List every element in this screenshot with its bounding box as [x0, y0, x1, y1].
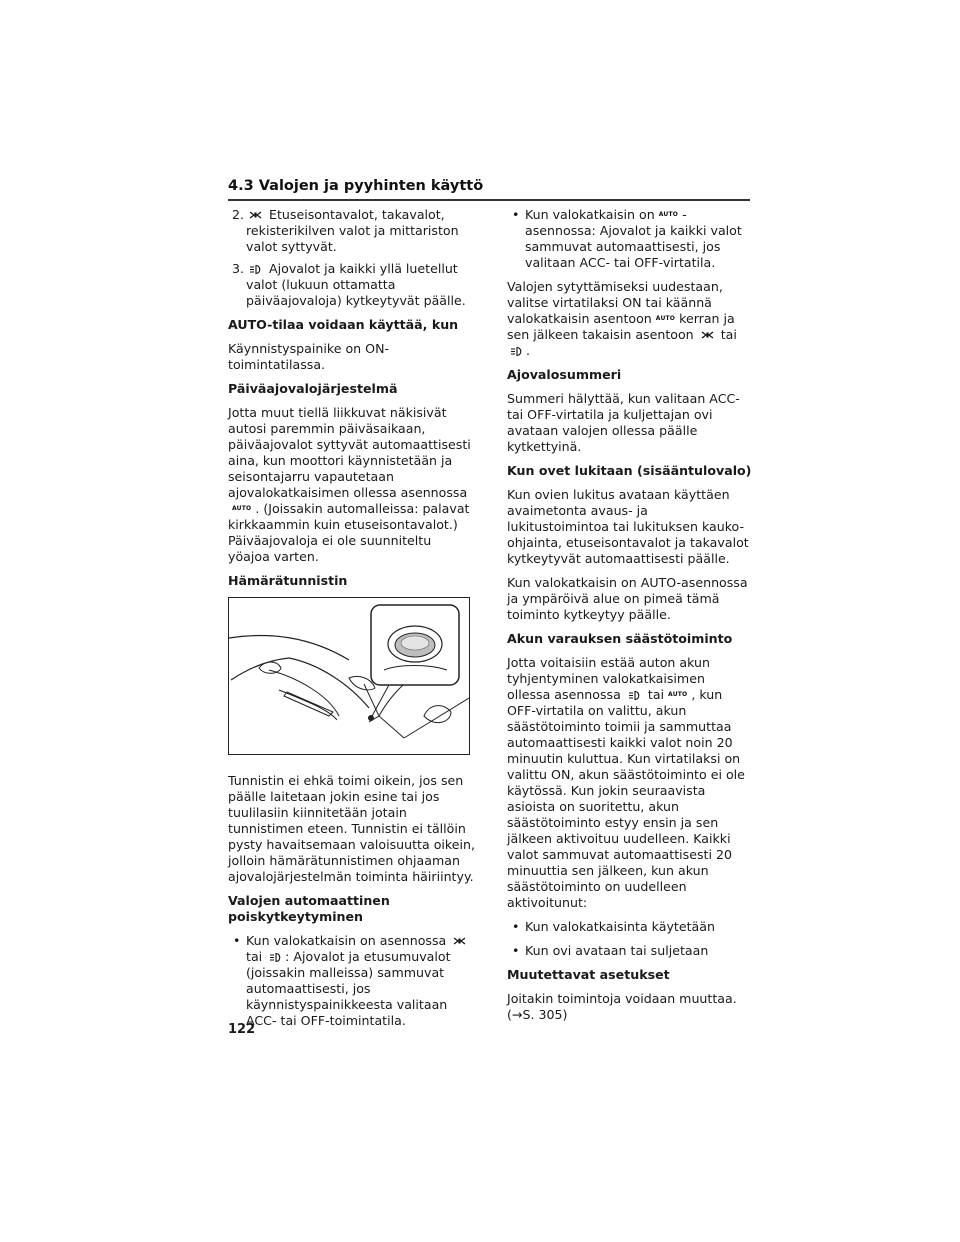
- saver-heading: Akun varauksen säästötoiminto: [507, 631, 733, 646]
- auto-heading: AUTO-tilaa voidaan käyttää, kun: [228, 317, 459, 332]
- autooff-bullet: • Kun valokatkaisin on asennossa tai : Ajovalot ja etusumuvalot (joissakin malleissa) sammuvat automaattisesti, jos käynnistyspainikkeesta valitaan ACC- tai OFF-toimintatila.: [228, 933, 476, 1029]
- page-number: 122: [228, 1022, 256, 1037]
- left-column: [228, 207, 476, 1037]
- list-item-text: Etuseisontavalot, takavalot, rekisterikilven valot ja mittariston valot syttyvät.: [246, 207, 459, 254]
- custom-heading: Muutettavat asetukset: [507, 967, 670, 982]
- right-column: [507, 207, 752, 1031]
- list-item-3: [228, 261, 476, 309]
- buzzer-heading: Ajovalosummeri: [507, 367, 622, 382]
- drl-heading: Päiväajovalojärjestelmä: [228, 381, 398, 396]
- bullet: •: [512, 207, 520, 222]
- parking-lights-icon: [453, 936, 466, 947]
- parking-lights-icon: [249, 210, 262, 221]
- unlock-text-2: Kun valokatkaisin on AUTO-asennossa ja ympäröivä alue on pimeä tämä toiminto kytkeytyy päälle.: [507, 575, 748, 622]
- auto-text: Käynnistyspainike on ON-toimintatilassa.: [228, 341, 390, 372]
- auto-off-bullet: • Kun valokatkaisin on AUTO -asennossa: Ajovalot ja kaikki valot sammuvat automaattisesti, jos valitaan ACC- tai OFF-virtatila.: [512, 207, 742, 270]
- bullet: •: [233, 933, 241, 948]
- bullet: •: [512, 943, 520, 958]
- list-marker: 2.: [232, 207, 245, 222]
- bullet: •: [512, 919, 520, 934]
- auto-icon: AUTO: [658, 211, 679, 218]
- list-item-2: [228, 207, 476, 255]
- autooff-heading: Valojen automaattinen poiskytkeytyminen: [228, 893, 390, 924]
- relight-text: Valojen sytyttämiseksi uudestaan, valitse virtatilaksi ON tai käännä valokatkaisin asentoon AUTO kerran ja sen jälkeen takaisin asentoon tai .: [507, 279, 737, 358]
- list-marker: 3.: [232, 261, 245, 276]
- headlight-icon: [269, 952, 282, 963]
- sensor-illustration: [228, 597, 470, 755]
- dashboard-sensor-illustration: [229, 598, 469, 754]
- list-item: • Kun valokatkaisinta käytetään: [512, 919, 715, 934]
- unlock-text-1: Kun ovien lukitus avataan käyttäen avaimetonta avaus- ja lukitustoimintoa tai lukituksen kauko-ohjainta, etuseisontavalot ja takavalot kytkeytyvät automaattisesti päälle.: [507, 487, 749, 566]
- headlight-icon: [628, 690, 641, 701]
- section-header: [228, 178, 750, 201]
- section-title: 4.3 Valojen ja pyyhinten käyttö: [228, 178, 484, 194]
- headlight-icon: [510, 346, 523, 357]
- auto-icon: AUTO: [655, 315, 676, 322]
- header-rule: [228, 199, 750, 201]
- auto-icon: AUTO: [232, 505, 252, 512]
- unlock-heading: Kun ovet lukitaan (sisääntulovalo): [507, 463, 752, 478]
- list-item: • Kun ovi avataan tai suljetaan: [512, 943, 709, 958]
- sensor-text: Tunnistin ei ehkä toimi oikein, jos sen päälle laitetaan jokin esine tai jos tuulilasiin kiinnitetään jotain tunnistimen eteen. Tunnistin ei tällöin pysty havaitsemaan valoisuutta oikein, jolloin hämärätunnistimen ohjaaman ajovalojärjestelmän toiminta häiriintyy.: [228, 773, 475, 884]
- drl-text: Jotta muut tiellä liikkuvat näkisivät autosi paremmin päiväsaikaan, päiväajovalot syttyvät automaattisesti aina, kun moottori käynnistetään ja seisontajarru vapautetaan ajovalokatkaisimen ollessa asennossaAUTO . (Joissakin automalleissa: palavat kirkkaammin kuin etuseisontavalot.) Päiväajovaloja ei ole suunniteltu yöajoa varten.: [228, 405, 471, 564]
- parking-lights-icon: [701, 330, 714, 341]
- list-item-text: Ajovalot ja kaikki yllä luetellut valot (lukuun ottamatta päiväajovaloja) kytkeytyvät päälle.: [246, 261, 466, 308]
- buzzer-text: Summeri hälyttää, kun valitaan ACC- tai OFF-virtatila ja kuljettajan ovi avataan valojen ollessa päälle kytkettyinä.: [507, 391, 740, 454]
- auto-icon: AUTO: [668, 691, 688, 698]
- headlight-icon: [249, 264, 262, 275]
- custom-text: Joitakin toimintoja voidaan muuttaa. (→S. 305): [507, 991, 737, 1022]
- sensor-heading: Hämärätunnistin: [228, 573, 348, 588]
- saver-text: Jotta voitaisiin estää auton akun tyhjentyminen valokatkaisimen ollessa asennossa tai AUTO , kun OFF-virtatila on valittu, akun säästötoiminto toimii ja sammuttaa automaattisesti kaikki valot noin 20 minuutin kuluttua. Kun virtatilaksi on valittu ON, akun säästötoiminto ei ole käytössä. Kun jokin seuraavista asioista on suoritettu, akun säästötoiminto estyy ensin ja sen jälkeen aktivoituu uudelleen. Kaikki valot sammuvat automaattisesti 20 minuuttia sen jälkeen, kun akun säästötoiminto on uudelleen aktivoitunut:: [507, 655, 745, 910]
